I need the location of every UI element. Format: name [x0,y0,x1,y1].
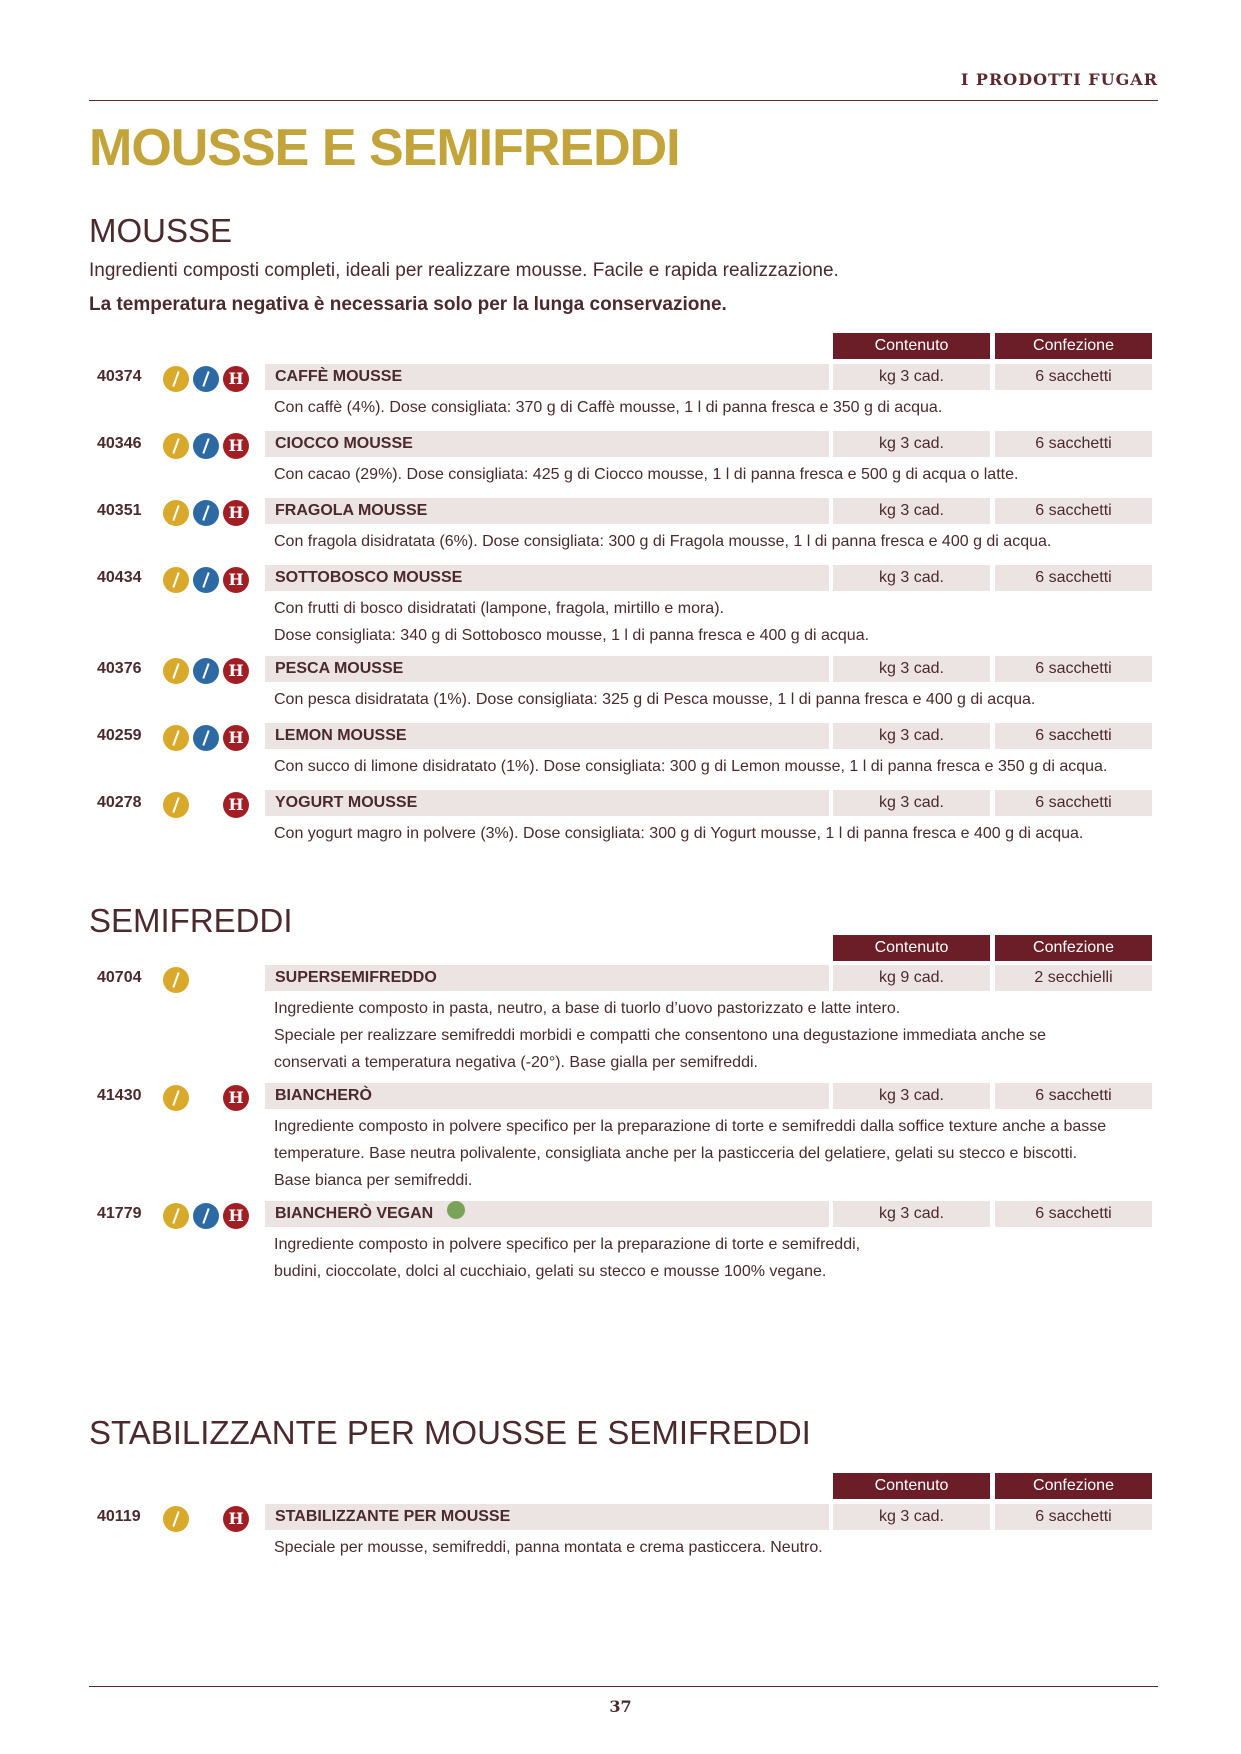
gluten-free-icon [163,967,189,993]
lactose-free-icon [193,500,219,526]
bottom-rule [89,1686,1158,1687]
halal-icon: H [223,792,249,818]
product-code: 40346 [97,435,142,452]
product-contenuto: kg 3 cad. [833,364,990,390]
product-confezione: 6 sacchetti [995,723,1152,749]
product-contenuto: kg 3 cad. [833,723,990,749]
product-name: FRAGOLA MOUSSE [275,502,428,519]
product-description: Ingrediente composto in polvere specifico per la preparazione di torte e semifreddi dalla soffice texture anche a basse [274,1118,1107,1135]
product-confezione: 6 sacchetti [995,656,1152,682]
lactose-free-icon [193,1203,219,1229]
halal-icon: H [223,567,249,593]
product-contenuto: kg 3 cad. [833,1201,990,1227]
halal-icon: H [223,433,249,459]
product-description: Ingrediente composto in polvere specifico per la preparazione di torte e semifreddi, [274,1236,861,1253]
halal-icon: H [223,725,249,751]
product-description: temperature. Base neutra polivalente, consigliata anche per la pasticceria del gelatiere, gelati su stecco e biscotti. [274,1145,1078,1162]
product-name: PESCA MOUSSE [275,660,404,677]
product-name-bar [265,565,829,591]
product-name-bar [265,790,829,816]
product-description: conservati a temperatura negativa (-20°). Base gialla per semifreddi. [274,1054,758,1071]
product-description: Dose consigliata: 340 g di Sottobosco mousse, 1 l di panna fresca e 400 g di acqua. [274,627,870,644]
product-description: Con cacao (29%). Dose consigliata: 425 g di Ciocco mousse, 1 l di panna fresca e 500 g di acqua o latte. [274,466,1019,483]
product-code: 41430 [97,1087,142,1104]
product-code: 40278 [97,794,142,811]
gluten-free-icon [163,1203,189,1229]
vegan-icon [447,1201,465,1219]
product-contenuto: kg 3 cad. [833,1504,990,1530]
lactose-free-icon [193,658,219,684]
product-name-bar [265,498,829,524]
product-name-bar [265,1201,829,1227]
product-confezione: 6 sacchetti [995,1083,1152,1109]
product-confezione: 6 sacchetti [995,431,1152,457]
lactose-free-icon [193,433,219,459]
product-contenuto: kg 3 cad. [833,565,990,591]
halal-icon: H [223,658,249,684]
product-name: YOGURT MOUSSE [275,794,418,811]
product-contenuto: kg 3 cad. [833,1083,990,1109]
column-header-confezione: Confezione [995,935,1152,961]
section-header: I PRODOTTI FUGAR [960,70,1158,89]
product-description: Con caffè (4%). Dose consigliata: 370 g di Caffè mousse, 1 l di panna fresca e 350 g di acqua. [274,399,943,416]
product-name: STABILIZZANTE PER MOUSSE [275,1508,511,1525]
product-description: Con pesca disidratata (1%). Dose consigliata: 325 g di Pesca mousse, 1 l di panna fresca e 400 g di acqua. [274,691,1036,708]
product-description: Speciale per mousse, semifreddi, panna montata e crema pasticcera. Neutro. [274,1539,823,1556]
gluten-free-icon [163,1506,189,1532]
lactose-free-icon [193,366,219,392]
lactose-free-icon [193,567,219,593]
gluten-free-icon [163,725,189,751]
product-confezione: 6 sacchetti [995,1504,1152,1530]
gluten-free-icon [163,433,189,459]
product-name: CIOCCO MOUSSE [275,435,413,452]
product-name-bar [265,723,829,749]
product-code: 40374 [97,368,142,385]
product-name-bar [265,431,829,457]
product-confezione: 6 sacchetti [995,498,1152,524]
product-contenuto: kg 3 cad. [833,790,990,816]
gluten-free-icon [163,792,189,818]
product-name: SOTTOBOSCO MOUSSE [275,569,463,586]
product-code: 40704 [97,969,142,986]
product-contenuto: kg 3 cad. [833,656,990,682]
product-name: SUPERSEMIFREDDO [275,969,437,986]
product-confezione: 6 sacchetti [995,790,1152,816]
product-code: 41779 [97,1205,142,1222]
gluten-free-icon [163,567,189,593]
product-name: BIANCHERÒ [275,1087,372,1104]
halal-icon: H [223,1506,249,1532]
product-contenuto: kg 3 cad. [833,431,990,457]
product-name: LEMON MOUSSE [275,727,407,744]
product-name: BIANCHERÒ VEGAN [275,1205,434,1222]
intro-line-2: La temperatura negativa è necessaria solo per la lunga conservazione. [89,294,727,315]
column-header-contenuto: Contenuto [833,333,990,359]
page-title: MOUSSE E SEMIFREDDI [89,119,680,177]
product-description: Con succo di limone disidratato (1%). Dose consigliata: 300 g di Lemon mousse, 1 l di panna fresca e 350 g di acqua. [274,758,1108,775]
product-code: 40119 [97,1508,141,1525]
halal-icon: H [223,1085,249,1111]
column-header-contenuto: Contenuto [833,935,990,961]
product-code: 40259 [97,727,142,744]
product-name-bar [265,1504,829,1530]
product-confezione: 6 sacchetti [995,565,1152,591]
column-header-contenuto: Contenuto [833,1473,990,1499]
product-name-bar [265,656,829,682]
product-description: Ingrediente composto in pasta, neutro, a base di tuorlo d’uovo pastorizzato e latte intero. [274,1000,901,1017]
product-description: Con fragola disidratata (6%). Dose consigliata: 300 g di Fragola mousse, 1 l di panna fresca e 400 g di acqua. [274,533,1052,550]
product-contenuto: kg 9 cad. [833,965,990,991]
section-heading-mousse: MOUSSE [89,212,233,249]
lactose-free-icon [193,725,219,751]
halal-icon: H [223,1203,249,1229]
intro-line-1: Ingredienti composti completi, ideali per realizzare mousse. Facile e rapida realizzazione. [89,260,839,281]
column-header-confezione: Confezione [995,333,1152,359]
product-description: Speciale per realizzare semifreddi morbidi e compatti che consentono una degustazione immediata anche se [274,1027,1046,1044]
section-heading-semifreddi: SEMIFREDDI [89,902,293,939]
product-confezione: 6 sacchetti [995,1201,1152,1227]
product-code: 40376 [97,660,142,677]
product-description: budini, cioccolate, dolci al cucchiaio, gelati su stecco e mousse 100% vegane. [274,1263,827,1280]
product-description: Base bianca per semifreddi. [274,1172,473,1189]
halal-icon: H [223,500,249,526]
gluten-free-icon [163,366,189,392]
product-confezione: 6 sacchetti [995,364,1152,390]
product-code: 40434 [97,569,142,586]
page-number: 37 [609,1697,632,1716]
gluten-free-icon [163,500,189,526]
column-header-confezione: Confezione [995,1473,1152,1499]
product-name-bar [265,965,829,991]
product-code: 40351 [97,502,142,519]
gluten-free-icon [163,658,189,684]
product-description: Con yogurt magro in polvere (3%). Dose consigliata: 300 g di Yogurt mousse, 1 l di panna fresca e 400 g di acqua. [274,825,1084,842]
product-description: Con frutti di bosco disidratati (lampone, fragola, mirtillo e mora). [274,600,724,617]
product-name-bar [265,364,829,390]
top-rule [89,100,1158,101]
section-heading-stabilizzante: STABILIZZANTE PER MOUSSE E SEMIFREDDI [89,1414,811,1451]
halal-icon: H [223,366,249,392]
gluten-free-icon [163,1085,189,1111]
product-confezione: 2 secchielli [995,965,1152,991]
product-name: CAFFÈ MOUSSE [275,368,403,385]
product-name-bar [265,1083,829,1109]
product-contenuto: kg 3 cad. [833,498,990,524]
